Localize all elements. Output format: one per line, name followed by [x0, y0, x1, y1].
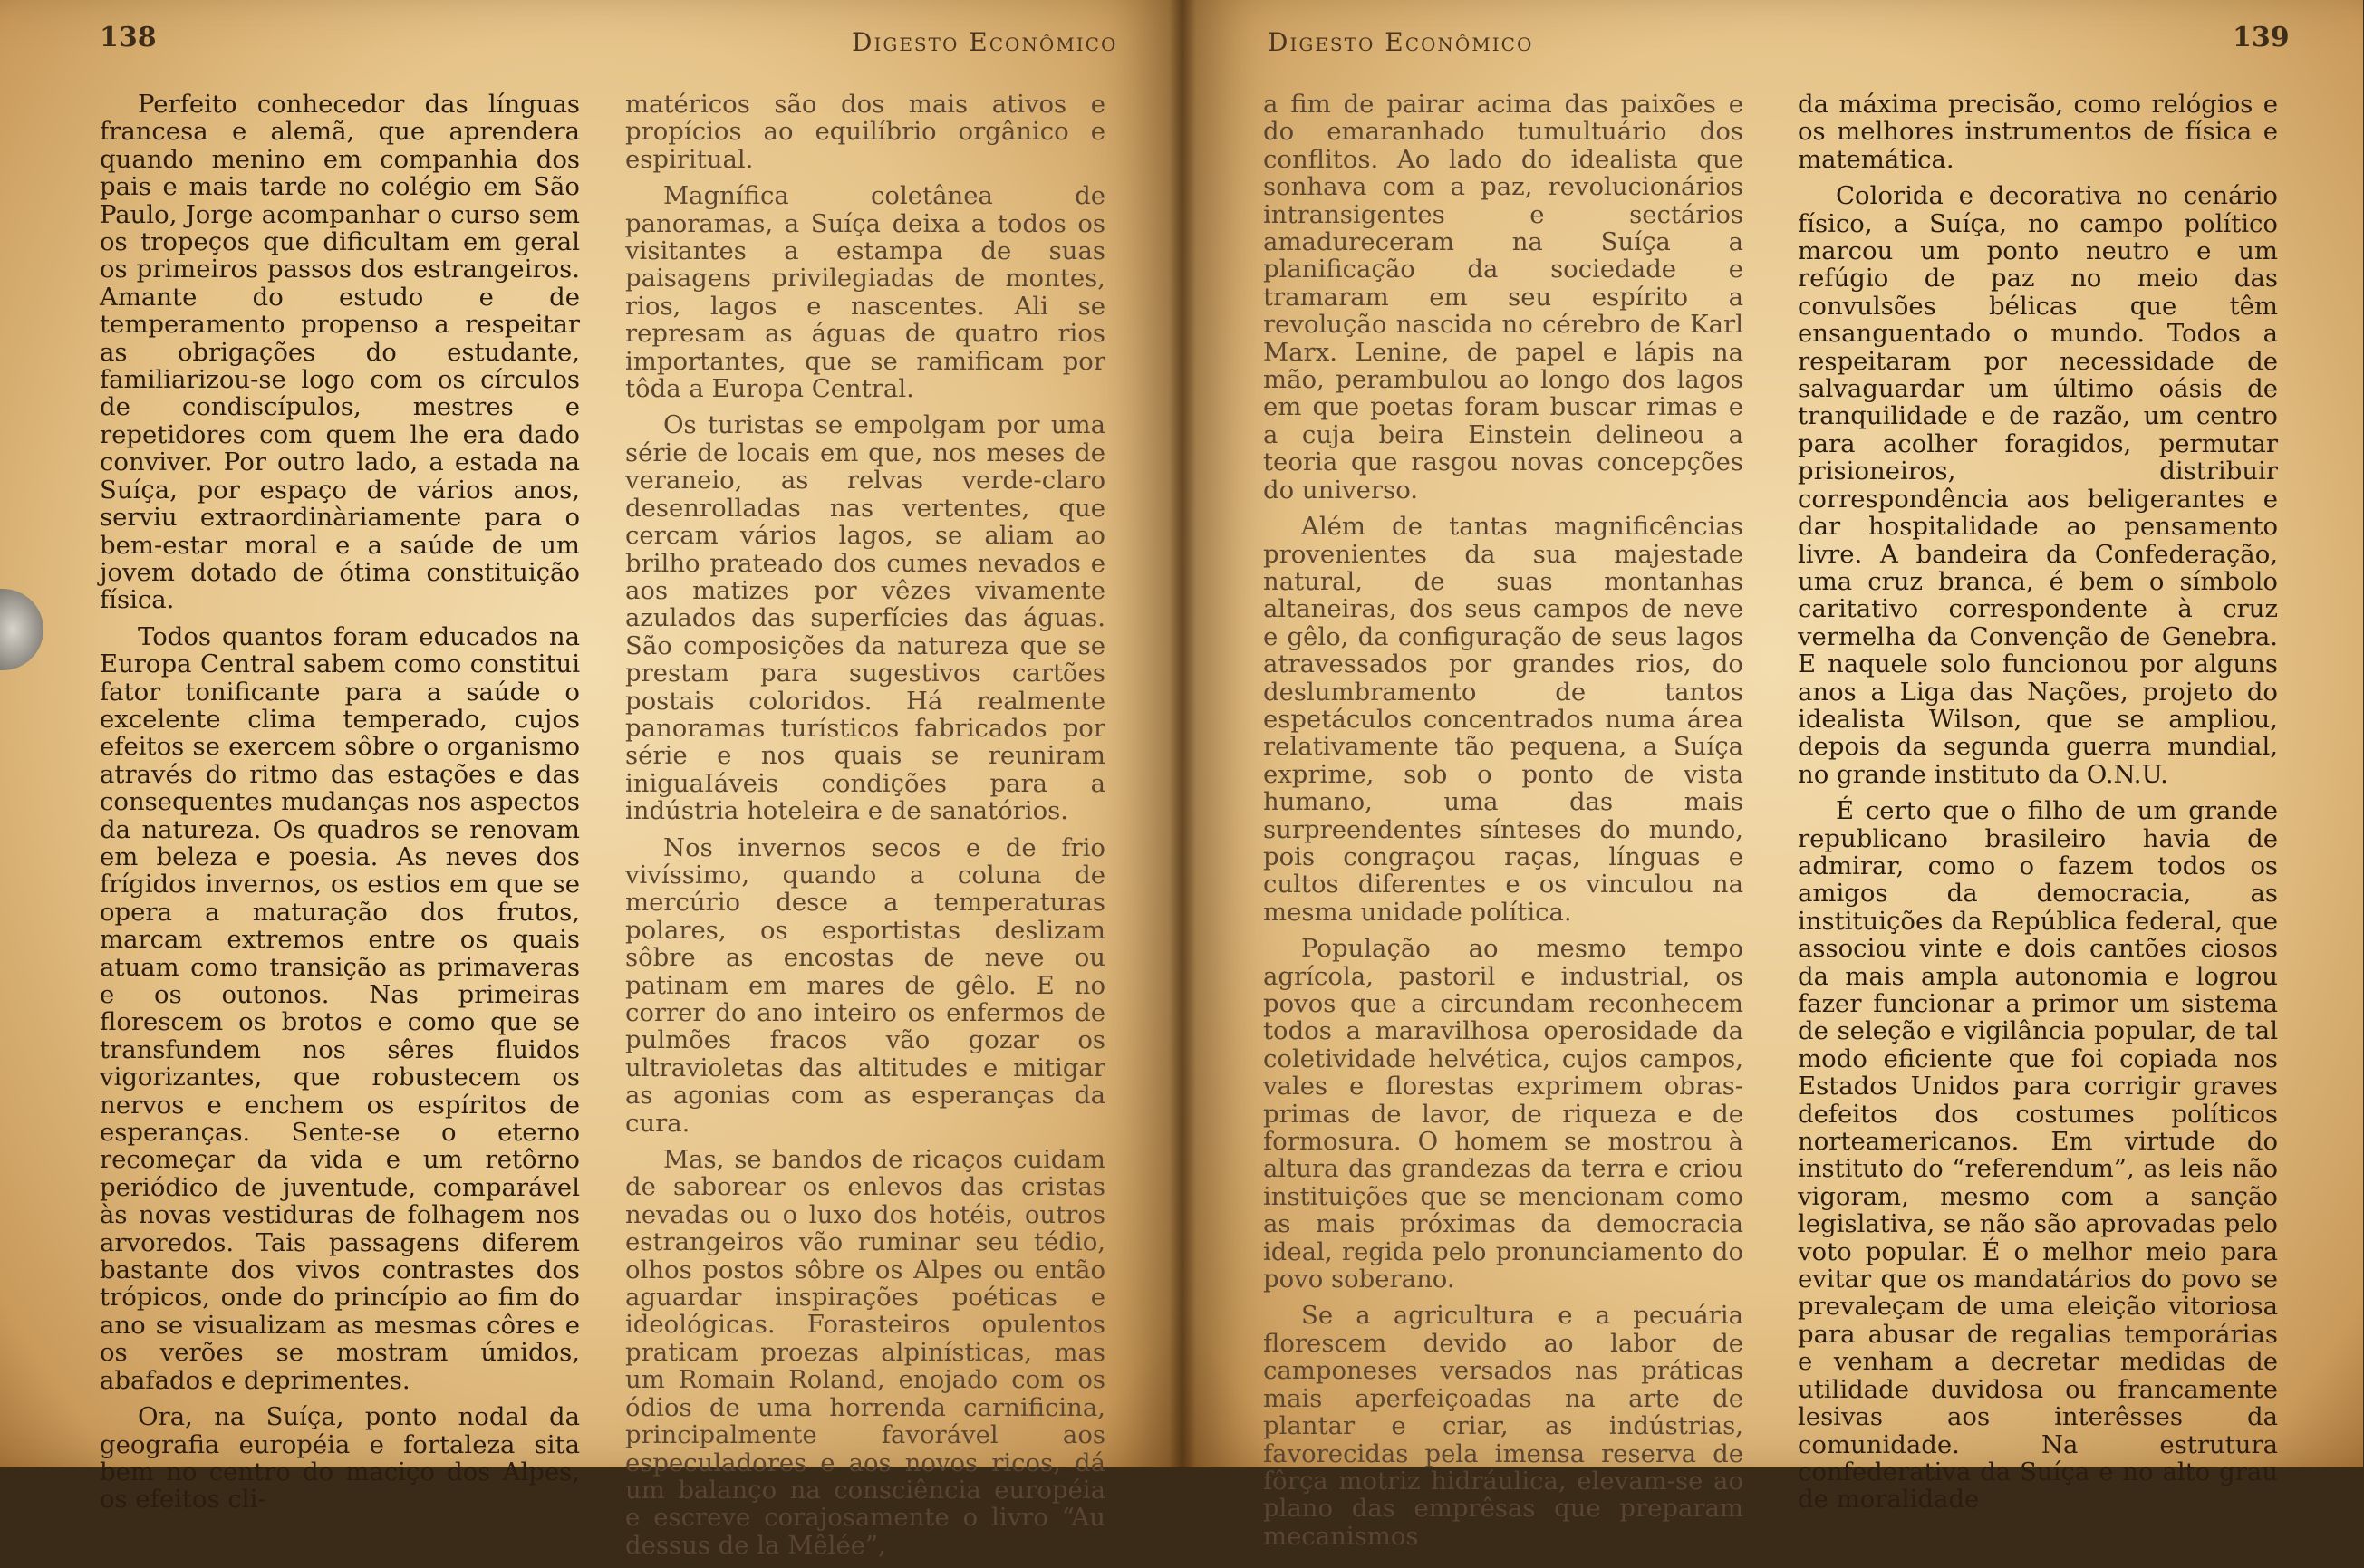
left-column-2 — [625, 91, 1105, 1568]
paragraph: Magnífica coletânea de panoramas, a Suíça deixa a todos os visitantes a estampa de suas paisagens privilegiadas de montes, rios, lagos e nascentes. Ali se represam as águas de quatro rios importantes, que se ramificam por tôda a Europa Central. — [625, 181, 1105, 404]
right-page — [1182, 0, 2363, 1551]
paragraph: Colorida e decorativa no cenário físico, a Suíça, no campo político marcou um ponto neutro e um refúgio de paz no meio das convulsões bélicas que têm ensanguentado o mundo. Todos a respeitaram por necessidade de salvaguardar um último oásis de tranquilidade e de razão, um centro para acolher foragidos, permutar prisioneiros, distribuir correspondência aos beligerantes e dar hospitalidade ao pensamento livre. A bandeira da Confederação, uma cruz branca, é bem o símbolo caritativo correspondente à cruz vermelha da Convenção de Genebra. E naquele solo funcionou por alguns anos a Liga das Nações, projeto do idealista Wilson, que se ampliou, depois da segunda guerra mundial, no grande instituto da O.N.U. — [1798, 181, 2278, 789]
paragraph: Além de tantas magnificências provenientes da sua majestade natural, de suas montanhas altaneiras, dos seus campos de neve e gêlo, da configuração de seus lagos atravessados por grandes rios, do deslumbramento de tantos espetáculos concentrados numa área relativamente tão pequena, a Suíça exprime, sob o ponto de vista humano, uma das mais surpreendentes sínteses do mundo, pois congraçou raças, línguas e cultos diferentes e os vinculou na mesma unidade política. — [1263, 512, 1743, 927]
paragraph: Perfeito conhecedor das línguas francesa e alemã, que aprendera quando menino em companhia dos pais e mais tarde no colégio em São Paulo, Jorge acompanhar o curso sem os tropeços que dificultam em geral os primeiros passos dos estrangeiros. Amante do estudo e de temperamento propenso a respeitar as obrigações do estudante, familiarizou-se logo com os círculos de condiscípulos, mestres e repetidores com quem lhe era dado conviver. Por outro lado, a estada na Suíça, por espaço de vários anos, serviu extraordinàriamente para o bem-estar moral e a saúde de um jovem dotado de ótima constituição física. — [100, 90, 580, 615]
paragraph: Nos invernos secos e de frio vivíssimo, quando a coluna de mercúrio desce a temperaturas polares, os esportistas deslizam sôbre as encostas de neve ou patinam em mares de gêlo. E no correr do ano inteiro os enfermos de pulmões fracos vão gozar os ultravioletas das altitudes e mitigar as agonias com as esperanças da cura. — [625, 832, 1105, 1138]
paragraph: População ao mesmo tempo agrícola, pastoril e industrial, os povos que a circundam reconhecem todos a maravilhosa operosidade da coletividade helvética, cujos campos, vales e florestas exprimem obras-primas de lavor, de riqueza e de formosura. O homem se mostrou à altura das grandezas da terra e criou instituições que se mencionam como as mais próximas da democracia ideal, regida pelo pronunciamento do povo soberano. — [1263, 934, 1743, 1294]
paragraph: Mas, se bandos de ricaços cuidam de saborear os enlevos das cristas nevadas ou o luxo dos hotéis, outros estrangeiros vão ruminar seu tédio, olhos postos sôbre os Alpes ou então aguardar inspirações poéticas e ideológicas. Forasteiros opulentos praticam proezas alpinísticas, mas um Romain Roland, enojado com os ódios de uma horrenda carnificina, principalmente favorável aos especuladores e aos novos ricos, dá um balanço na consciência européia e escreve corajosamente o livro “Au dessus de la Mêlée”, — [625, 1145, 1105, 1560]
paragraph: a fim de pairar acima das paixões e do emaranhado tumultuário dos conflitos. Ao lado do idealista que sonhava com a paz, revolucionários intransigentes e sectários amadureceram na Suíça a planificação da sociedade e tramaram em seu espírito a revolução nascida no cérebro de Karl Marx. Lenine, de papel e lápis na mão, perambulou ao longo dos lagos em que poetas foram buscar rimas e a cuja beira Einstein delineou a teoria que rasgou novas concepções do universo. — [1263, 90, 1743, 505]
paragraph: Se a agricultura e a pecuária florescem devido ao labor de camponeses versados nas práticas mais aperfeiçoadas na arte de plantar e criar, as indústrias, favorecidas pela imensa reserva de fôrça motriz hidráulica, elevam-se ao plano das emprêsas que preparam mecanismos — [1263, 1301, 1743, 1551]
paragraph: Os turistas se empolgam por uma série de locais em que, nos meses de veraneio, as relvas verde-claro desenrolladas nas vertentes, que cercam vários lagos, se aliam ao brilho prateado dos cumes nevados e aos matizes por vêzes vivamente azulados das superfícies das águas. São composições da natureza que se prestam para sugestivos cartões postais coloridos. Há realmente panoramas turísticos fabricados por série e nos quais se reuniram iniguaIáveis condições para a indústria hoteleira e de sanatórios. — [625, 410, 1105, 826]
right-page-number: 139 — [2233, 22, 2290, 53]
right-column-2 — [1798, 91, 2278, 1523]
left-page — [0, 0, 1182, 1560]
book-gutter — [1169, 0, 1196, 1467]
paragraph: da máxima precisão, como relógios e os melhores instrumentos de física e matemática. — [1798, 90, 2278, 174]
left-column-1 — [100, 91, 580, 1523]
left-page-number: 138 — [100, 22, 157, 53]
paper-clip — [0, 589, 43, 670]
paragraph: Ora, na Suíça, ponto nodal da geografia européia e fortaleza sita bem no centro do maciço dos Alpes, os efeitos cli- — [100, 1402, 580, 1515]
paragraph: É certo que o filho de um grande republicano brasileiro havia de admirar, como o fazem todos os amigos da democracia, as instituições da República federal, que associou vinte e dois cantões ciosos da mais ampla autonomia e logrou fazer funcionar a primor um sistema de seleção e vigilância popular, de tal modo eficiente que foi copiada nos Estados Unidos para corrigir graves defeitos dos costumes políticos norteamericanos. Em virtude do instituto do “referendum”, as leis não vigoram, mesmo com a sanção legislativa, se não são aprovadas pelo voto popular. É o melhor meio para evitar que os mandatários do povo se prevaleçam de uma eleição vitoriosa para abusar de regalias temporárias e venham a decretar medidas de utilidade duvidosa ou francamente lesivas aos interêsses da comunidade. Na estrutura confederativa da Suíça e no alto grau de moralidade — [1798, 796, 2278, 1515]
paragraph: Todos quantos foram educados na Europa Central sabem como constitui fator tonificante para a saúde o excelente clima temperado, cujos efeitos se exercem sôbre o organismo através do ritmo das estações e das consequentes mudanças nos aspectos da natureza. Os quadros se renovam em beleza e poesia. As neves dos frígidos invernos, os estios em que se opera a maturação dos frutos, marcam extremos entre os quais atuam como transição as primaveras e os outonos. Nas primeiras florescem os brotos e como que se transfundem nos sêres fluidos vigorizantes, que robustecem os nervos e enchem os espíritos de esperanças. Sente-se o eterno recomeçar da vida e um retôrno periódico de juventude, comparável às novas vestiduras de folhagem nos arvoredos. Tais passagens diferem bastante dos vivos contrastes dos trópicos, onde do princípio ao fim do ano se visualizam as mesmas côres e os verões se mostram úmidos, abafados e deprimentes. — [100, 621, 580, 1395]
left-running-head: Digesto Econômico — [852, 27, 1118, 57]
right-column-1 — [1263, 91, 1743, 1559]
right-running-head: Digesto Econômico — [1268, 27, 1534, 57]
paragraph: matéricos são dos mais ativos e propícios ao equilíbrio orgânico e espiritual. — [625, 90, 1105, 174]
